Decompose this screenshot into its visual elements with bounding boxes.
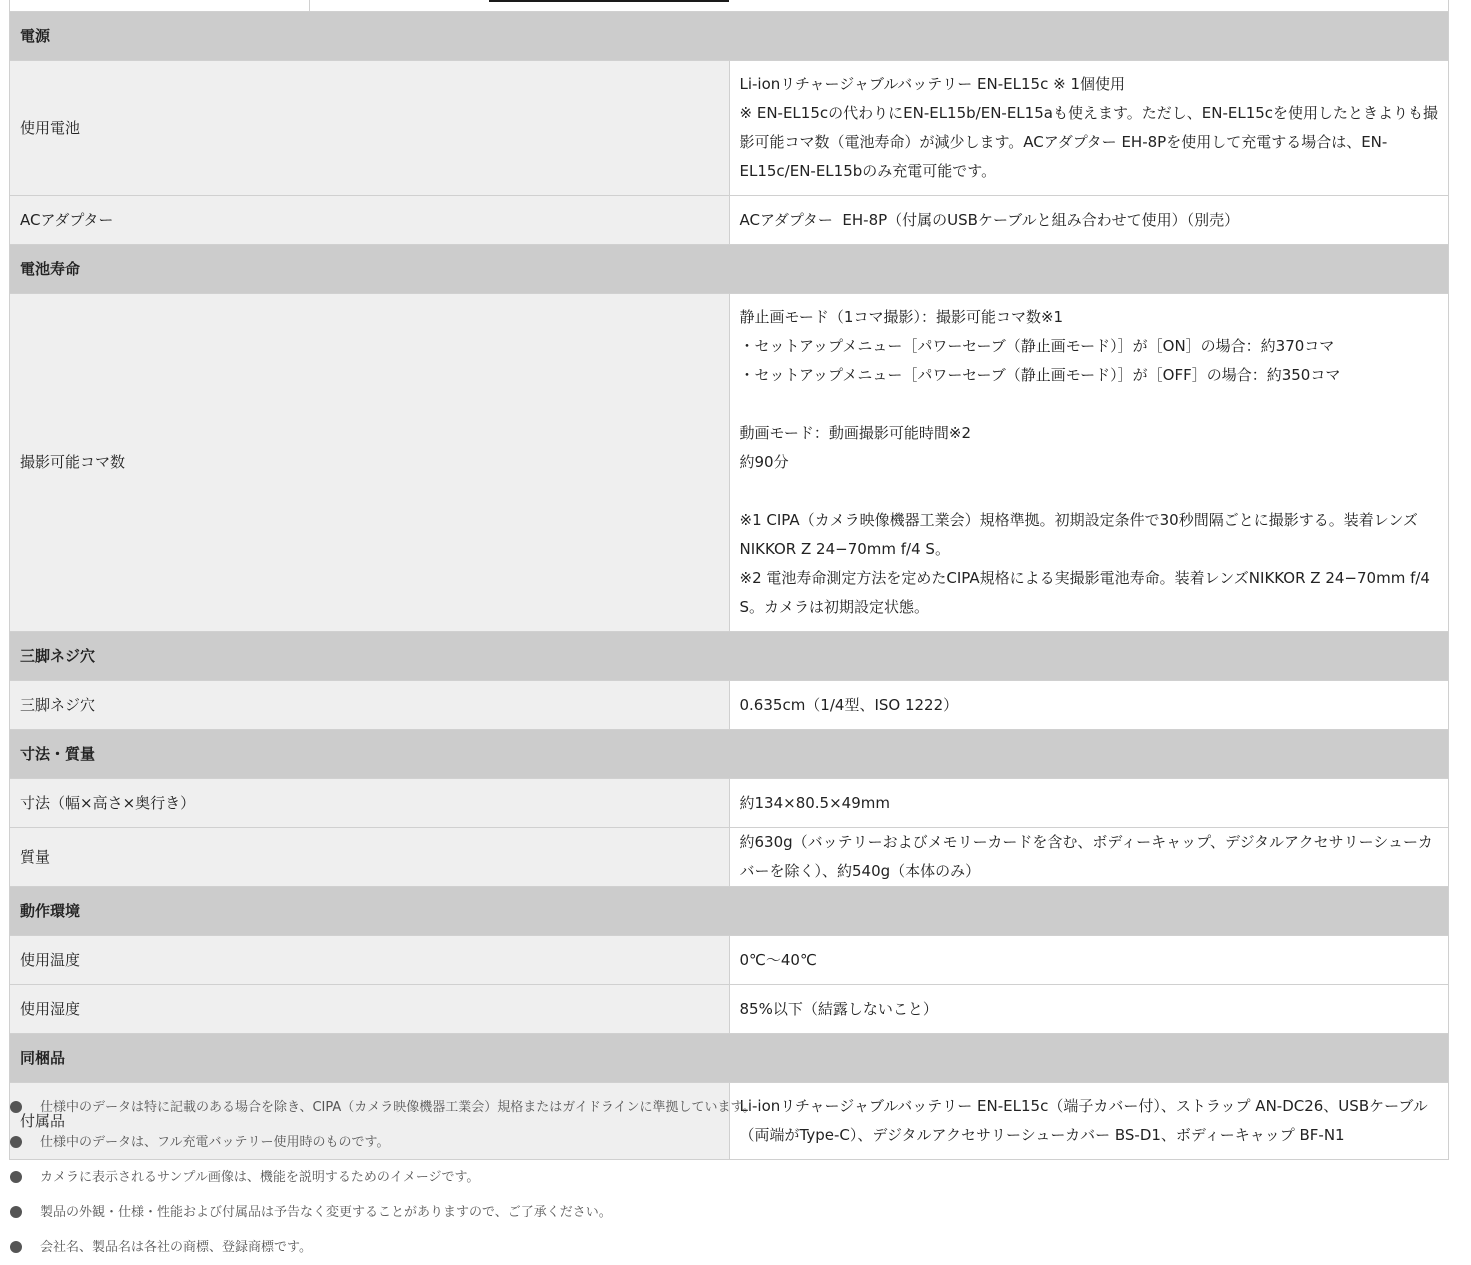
spec-value: 静止画モード（1コマ撮影）：撮影可能コマ数※1 ・セットアップメニュー［パワーセーブ（静止画モード）］が［ON］の場合：約370コマ ・セットアップメニュー［パワーセーブ（静止画モード）］が［OFF］の場合：約350コマ 動画モード：動画撮影可能時間※2 約90分 ※1 CIPA（カメラ映像機器工業会）規格準拠。初期設定条件で30秒間隔ごとに撮影する。装着レンズNIKKOR Z 24−70mm f/4 S。 ※2 電池寿命測定方法を定めたCIPA規格による実撮影電池寿命。装着レンズNIKKOR Z 24−70mm f/4 S。カメラは初期設定状態。: [729, 294, 1449, 632]
footnote-item: [9, 1230, 1449, 1265]
section-header-power: [10, 12, 1449, 61]
bullet-icon: [10, 1241, 22, 1253]
spec-value: 約630g（バッテリーおよびメモリーカードを含む、ボディーキャップ、デジタルアクセサリーシューカバーを除く）、約540g（本体のみ）: [729, 828, 1449, 887]
spec-row-tripod: [10, 681, 1449, 730]
footnote-text: 製品の外観・仕様・性能および付属品は予告なく変更することがありますので、ご了承ください。: [40, 1205, 612, 1220]
footnote-text: 会社名、製品名は各社の商標、登録商標です。: [40, 1240, 312, 1255]
section-header-included: [10, 1034, 1449, 1083]
spec-value: ACアダプター EH-8P（付属のUSBケーブルと組み合わせて使用）（別売）: [729, 196, 1449, 245]
section-header-battery-life: [10, 245, 1449, 294]
section-title: 寸法・質量: [10, 730, 1449, 779]
spec-row-battery: [10, 61, 1449, 196]
spec-label: 寸法（幅×高さ×奥行き）: [10, 779, 730, 828]
section-header-dimensions: [10, 730, 1449, 779]
footnote-item: [9, 1160, 1449, 1195]
spec-label: ACアダプター: [10, 196, 730, 245]
section-title: 動作環境: [10, 887, 1449, 936]
previous-table-edge: [9, 0, 1449, 11]
spec-label: 使用電池: [10, 61, 730, 196]
spec-value: 85%以下（結露しないこと）: [729, 985, 1449, 1034]
bullet-icon: [10, 1101, 22, 1113]
footnote-text: 仕様中のデータは、フル充電バッテリー使用時のものです。: [40, 1135, 390, 1150]
spec-row-shots: [10, 294, 1449, 632]
spec-label: 質量: [10, 828, 730, 887]
section-title: 電源: [10, 12, 1449, 61]
spec-row-weight: [10, 828, 1449, 887]
bullet-icon: [10, 1136, 22, 1148]
column-divider: [309, 0, 310, 11]
bullet-icon: [10, 1206, 22, 1218]
footnote-item: [9, 1090, 1449, 1125]
scroll-indicator-bar: [489, 0, 729, 2]
spec-label: 使用温度: [10, 936, 730, 985]
spec-label: 使用湿度: [10, 985, 730, 1034]
bullet-icon: [10, 1171, 22, 1183]
spec-row-humidity: [10, 985, 1449, 1034]
spec-label: 撮影可能コマ数: [10, 294, 730, 632]
section-title: 電池寿命: [10, 245, 1449, 294]
spec-value: 約134×80.5×49mm: [729, 779, 1449, 828]
spec-value: 0.635cm（1/4型、ISO 1222）: [729, 681, 1449, 730]
spec-table: [9, 11, 1449, 1160]
spec-value: 0℃〜40℃: [729, 936, 1449, 985]
spec-label: 付属品: [10, 1083, 730, 1160]
footnote-text: 仕様中のデータは特に記載のある場合を除き、CIPA（カメラ映像機器工業会）規格またはガイドラインに準拠しています。: [40, 1100, 756, 1115]
spec-row-temperature: [10, 936, 1449, 985]
footnote-list: [9, 1090, 1449, 1265]
section-title: 同梱品: [10, 1034, 1449, 1083]
spec-label: 三脚ネジ穴: [10, 681, 730, 730]
section-header-environment: [10, 887, 1449, 936]
section-title: 三脚ネジ穴: [10, 632, 1449, 681]
footnote-item: [9, 1195, 1449, 1230]
spec-row-size: [10, 779, 1449, 828]
footnote-item: [9, 1125, 1449, 1160]
spec-value: Li-ionリチャージャブルバッテリー EN-EL15c（端子カバー付）、ストラップ AN-DC26、USBケーブル（両端がType-C）、デジタルアクセサリーシューカバー BS-D1、ボディーキャップ BF-N1: [729, 1083, 1449, 1160]
footnote-text: カメラに表示されるサンプル画像は、機能を説明するためのイメージです。: [40, 1170, 480, 1185]
spec-row-ac-adapter: [10, 196, 1449, 245]
section-header-tripod: [10, 632, 1449, 681]
spec-value: Li-ionリチャージャブルバッテリー EN-EL15c ※ 1個使用 ※ EN-EL15cの代わりにEN-EL15b/EN-EL15aも使えます。ただし、EN-EL15cを使用したときよりも撮影可能コマ数（電池寿命）が減少します。ACアダプター EH-8Pを使用して充電する場合は、EN-EL15c/EN-EL15bのみ充電可能です。: [729, 61, 1449, 196]
